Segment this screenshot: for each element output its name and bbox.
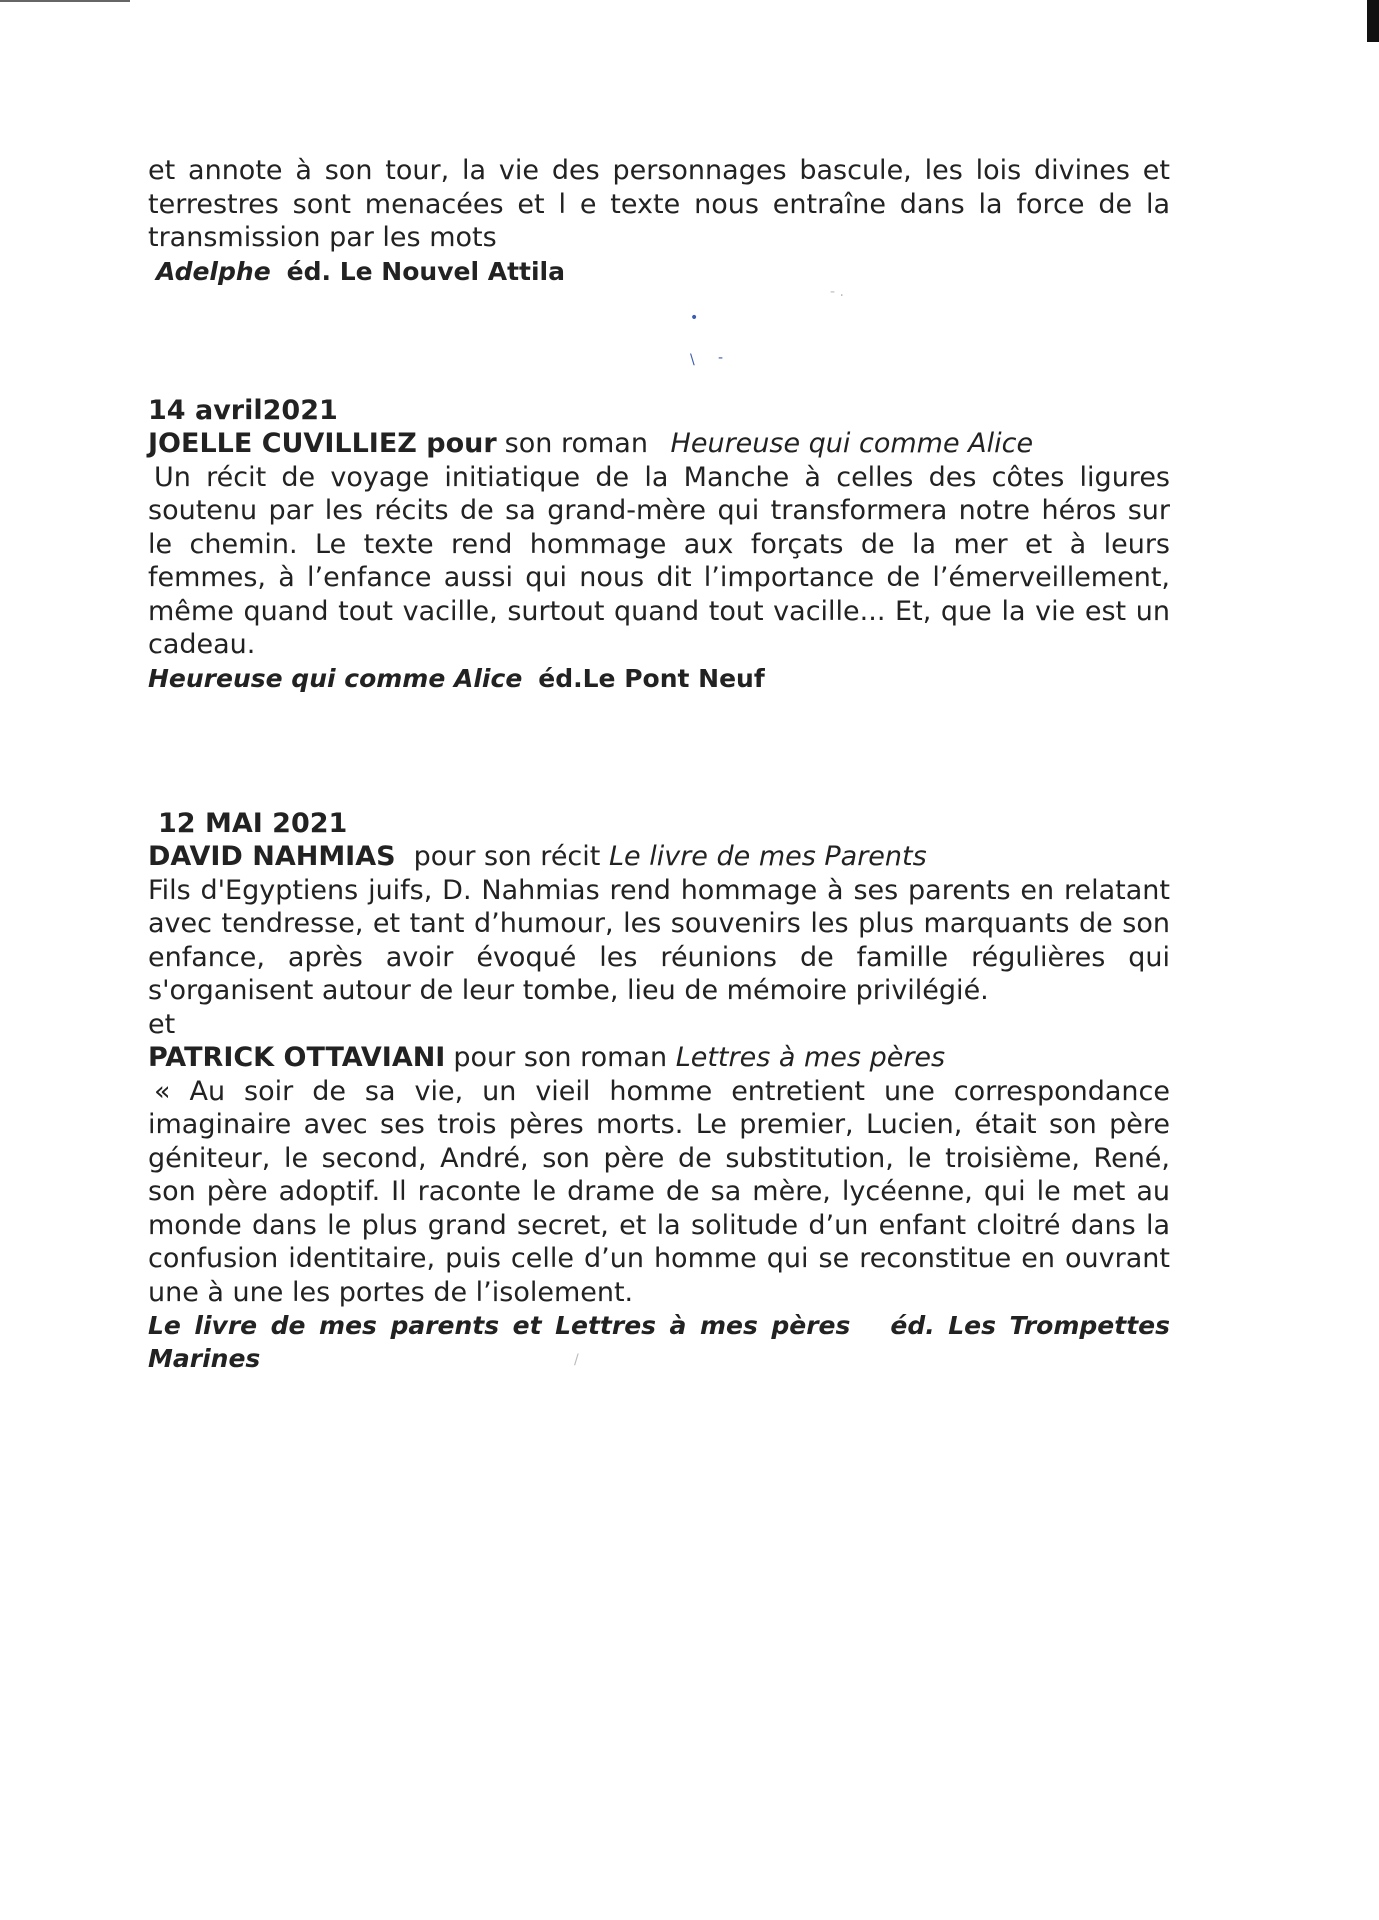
continuation-text: et annote à son tour, la vie des personnages bascule, les lois divines et terrestres sont menacées et l e texte nous entraîne dans la force de la transmission par les mots (148, 155, 1170, 253)
author-intro: son roman (504, 428, 648, 459)
ink-speck: • (690, 310, 699, 326)
book-title: Heureuse qui comme Alice (670, 428, 1034, 459)
credit-publisher: éd.Le Pont Neuf (538, 663, 765, 693)
entry-date: 14 avril2021 (148, 394, 338, 426)
author-line (148, 427, 1170, 461)
credit-title: Heureuse qui comme Alice (148, 663, 523, 693)
book-title: Lettres à mes pères (675, 1042, 946, 1073)
credit-publisher: éd. Les Trompettes Marines (148, 1311, 1170, 1373)
ink-speck: - (718, 350, 724, 366)
author-line-2 (148, 1041, 1170, 1075)
entry-description-2: « Au soir de sa vie, un vieil homme entretient une correspondance imaginaire avec ses trois pères morts. Le premier, Lucien, était son père géniteur, le second, André, son père de substitution, le troisième, René, son père adoptif. Il raconte le drame de sa mère, lycéenne, qui le met au monde dans le plus grand secret, et la solitude d’un enfant cloitré dans la confusion identitaire, puis celle d’un homme qui se reconstitue en ouvrant une à une les portes de l’isolement. (148, 1075, 1170, 1308)
credit-line (148, 1309, 1170, 1375)
credit-title: Le livre de mes parents et Lettres à mes pères (148, 1311, 851, 1340)
entry-nahmias-ottaviani (148, 807, 1170, 1376)
ink-speck: - . (830, 284, 844, 300)
author-intro: pour son récit (413, 841, 601, 872)
author-intro: pour son roman (453, 1042, 668, 1073)
book-title: Le livre de mes Parents (608, 841, 927, 872)
entry-description: Fils d'Egyptiens juifs, D. Nahmias rend hommage à ses parents en relatant avec tendresse, et tant d’humour, les souvenirs les plus marquants de son enfance, après avoir évoqué les réunions de famille régulières qui s'organisent autour de leur tombe, lieu de mémoire privilégié. (148, 874, 1170, 1006)
credit-title: Adelphe (156, 256, 271, 286)
credit-publisher: éd. Le Nouvel Attila (286, 256, 565, 286)
ink-speck: / (574, 1352, 579, 1368)
entry-description: Un récit de voyage initiatique de la Manche à celles des côtes ligures soutenu par les récits de sa grand-mère qui transformera notre héros sur le chemin. Le texte rend hommage aux forçats de la mer et à leurs femmes, à l’enfance aussi qui nous dit l’importance de l’émerveillement, même quand tout vacille, surtout quand tout vacille... Et, que la vie est un cadeau. (148, 461, 1170, 660)
author-name: PATRICK OTTAVIANI (148, 1042, 446, 1073)
credit-line (148, 662, 1170, 695)
author-name: DAVID NAHMIAS (148, 841, 396, 872)
scan-edge-top (0, 0, 130, 2)
entry-cuvilliez (148, 394, 1170, 695)
entry-date: 12 MAI 2021 (158, 807, 348, 839)
credit-line (148, 255, 1170, 288)
author-line (148, 840, 1170, 874)
author-name: JOELLE CUVILLIEZ pour (148, 428, 497, 459)
scan-edge-right (1367, 0, 1379, 42)
document-page (148, 154, 1170, 1375)
conjunction: et (148, 1008, 176, 1040)
ink-speck: \ (690, 352, 695, 368)
